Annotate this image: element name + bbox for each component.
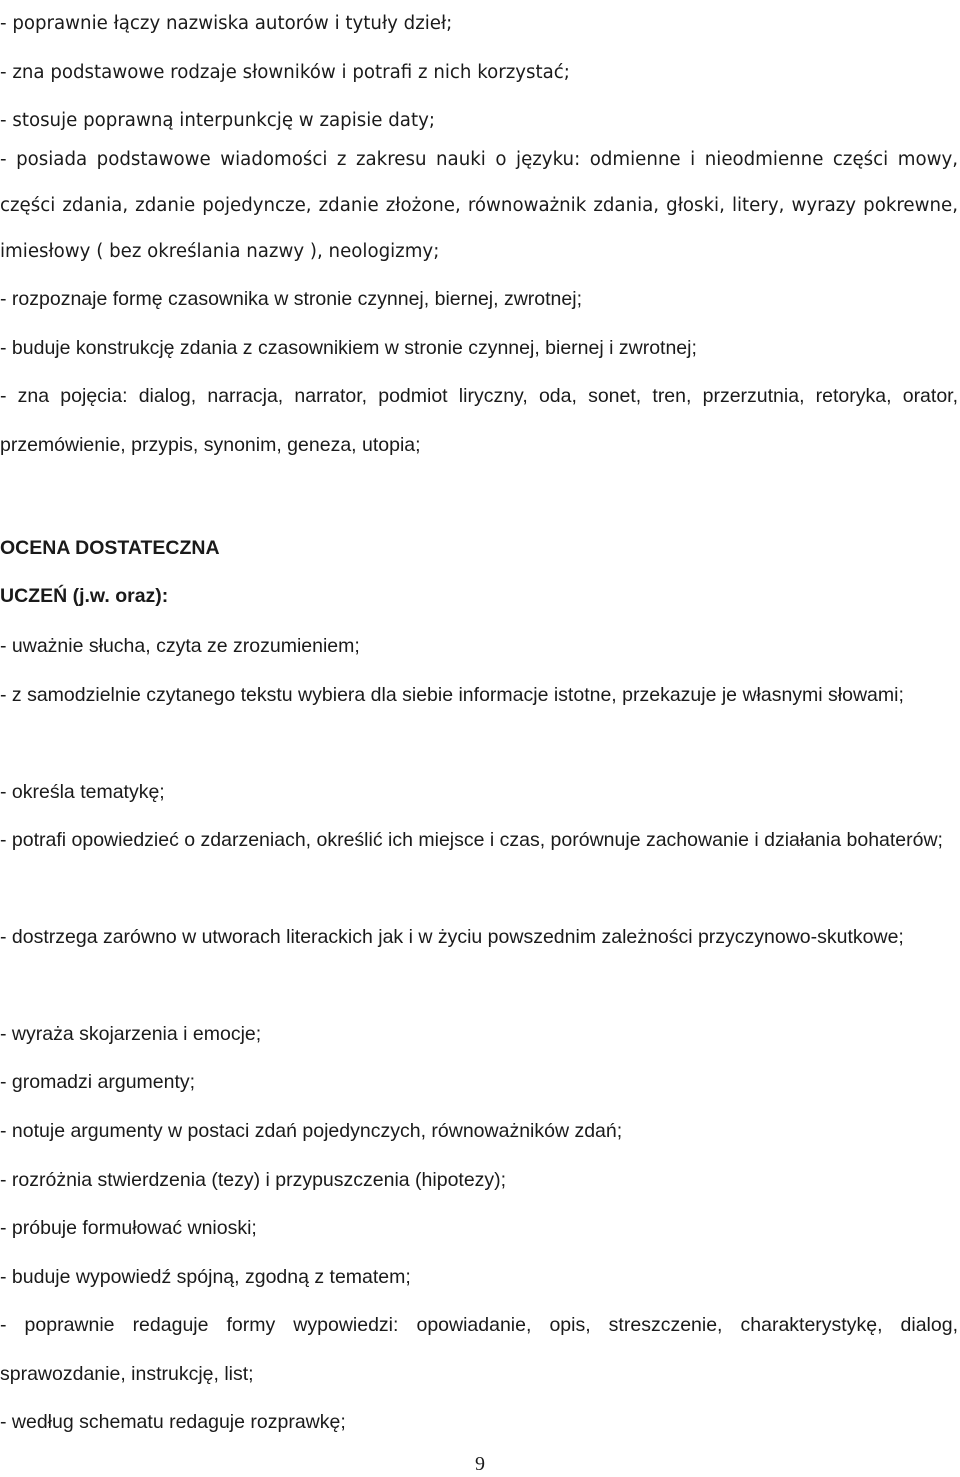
list-item: - potrafi opowiedzieć o zdarzeniach, określić ich miejsce i czas, porównuje zachowanie i działania bohaterów; bbox=[0, 829, 943, 851]
section-title: OCENA DOSTATECZNA bbox=[0, 537, 220, 559]
list-item: - wyraża skojarzenia i emocje; bbox=[0, 1023, 262, 1045]
list-item: - buduje konstrukcję zdania z czasownikiem w stronie czynnej, biernej i zwrotnej; bbox=[0, 336, 697, 359]
list-item: - poprawnie łączy nazwiska autorów i tytuły dzieł; bbox=[0, 13, 453, 34]
list-item: - rozróżnia stwierdzenia (tezy) i przypuszczenia (hipotezy); bbox=[0, 1169, 507, 1191]
page-number: 9 bbox=[475, 1453, 485, 1475]
list-item: - z samodzielnie czytanego tekstu wybiera dla siebie informacje istotne, przekazuje je własnymi słowami; bbox=[0, 684, 904, 706]
list-item: - zna podstawowe rodzaje słowników i potrafi z nich korzystać; bbox=[0, 61, 570, 83]
list-item: - dostrzega zarówno w utworach literackich jak i w życiu powszednim zależności przyczynowo-skutkowe; bbox=[0, 926, 904, 948]
list-item: - uważnie słucha, czyta ze zrozumieniem; bbox=[0, 635, 360, 657]
list-item: - notuje argumenty w postaci zdań pojedynczych, równoważników zdań; bbox=[0, 1120, 623, 1142]
section-subtitle: UCZEŃ (j.w. oraz): bbox=[0, 585, 169, 607]
list-item: - według schematu redaguje rozprawkę; bbox=[0, 1411, 346, 1433]
list-item: - określa tematykę; bbox=[0, 781, 165, 803]
list-item: - stosuje poprawną interpunkcję w zapisie daty; bbox=[0, 110, 435, 131]
list-item: - poprawnie redaguje formy wypowiedzi: opowiadanie, opis, streszczenie, charakterystykę, dialog, sprawozdanie, instrukcję, list; bbox=[0, 1314, 958, 1385]
list-item: - buduje wypowiedź spójną, zgodną z tematem; bbox=[0, 1266, 411, 1288]
list-item: - posiada podstawowe wiadomości z zakresu nauki o języku: odmienne i nieodmienne części mowy, części zdania, zdanie pojedyncze, zdanie złożone, równoważnik zdania, głoski, litery, wyrazy pokrewne, imiesłowy ( bez określania nazwy ), neologizmy; bbox=[0, 149, 958, 262]
list-item: - gromadzi argumenty; bbox=[0, 1071, 196, 1093]
list-item: - próbuje formułować wnioski; bbox=[0, 1217, 257, 1239]
list-item: - rozpoznaje formę czasownika w stronie czynnej, biernej, zwrotnej; bbox=[0, 288, 583, 310]
list-item: - zna pojęcia: dialog, narracja, narrator, podmiot liryczny, oda, sonet, tren, przerzutnia, retoryka, orator, przemówienie, przypis, synonim, geneza, utopia; bbox=[0, 385, 958, 456]
